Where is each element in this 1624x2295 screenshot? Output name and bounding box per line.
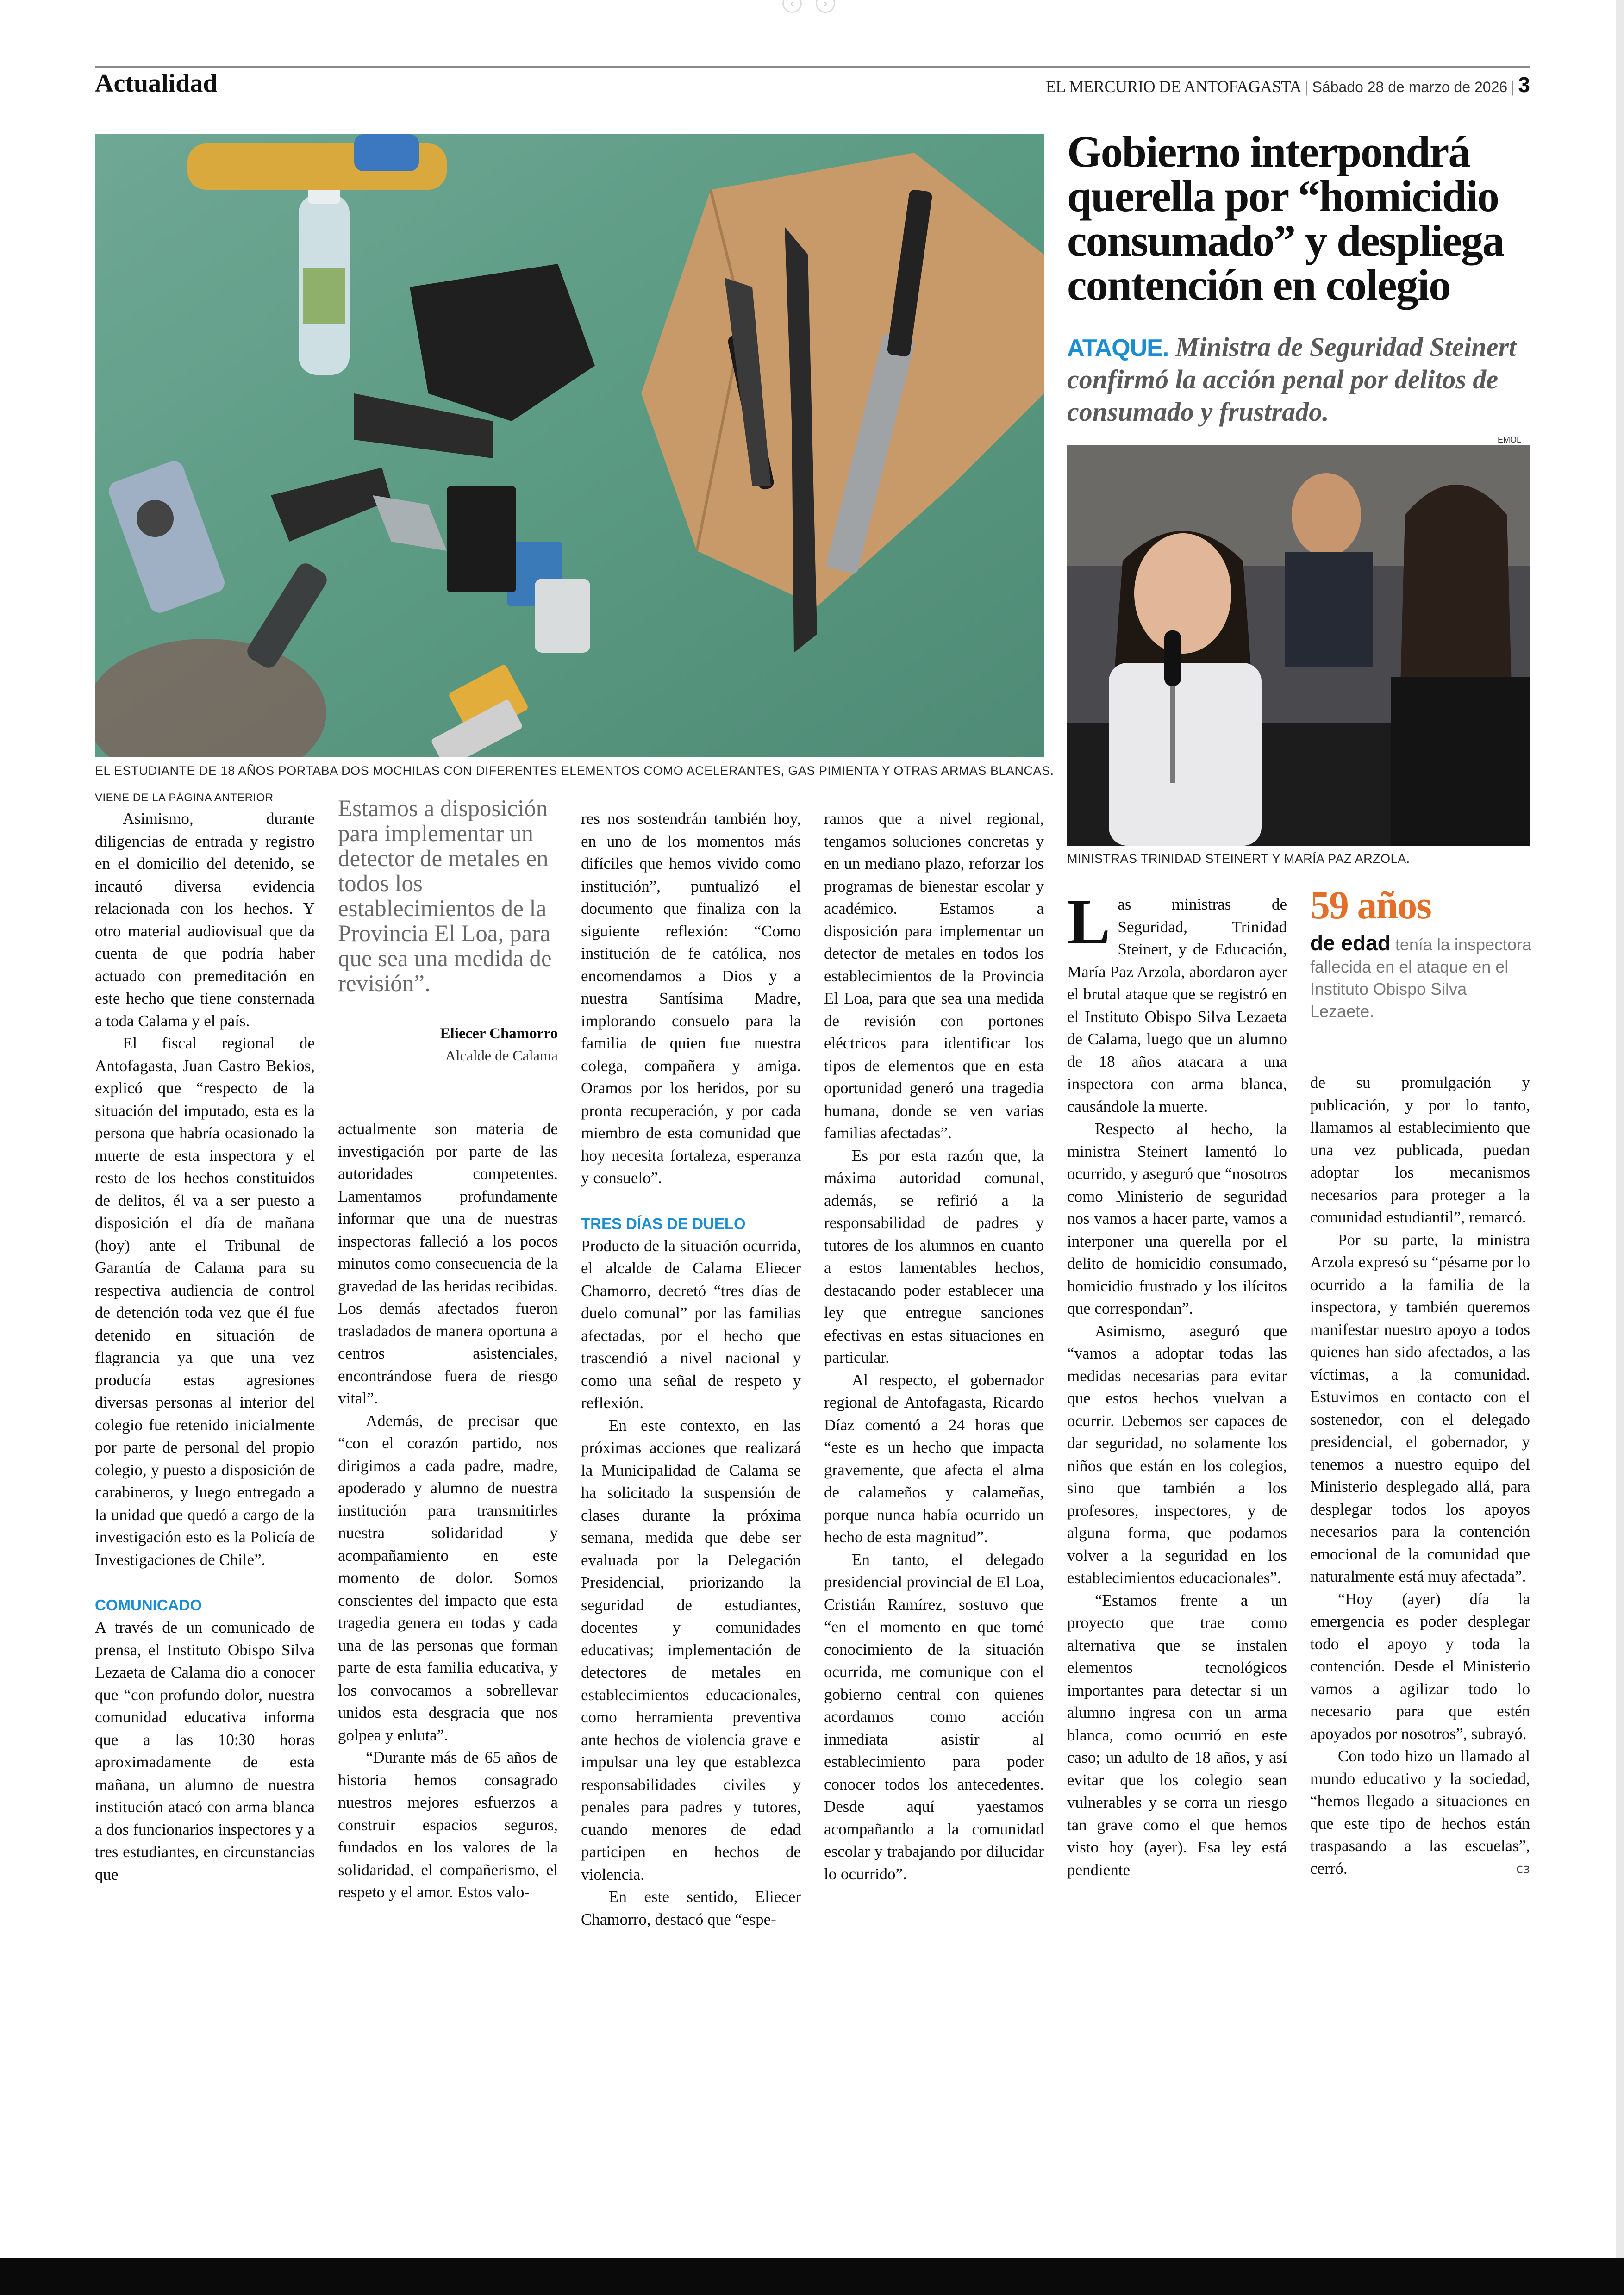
lead-text: as ministras de Seguridad, Trinidad Steinert, y de Educación, María Paz Arzola, abordaron ayer el brutal ataque que se registró en el Instituto Obispo Silva Lezaeta de Calama, luego que un alumno de 18 años atacara a una inspectora con arma blanca, causándole la muerte.: [1067, 895, 1287, 1116]
viewer-scrollbar[interactable]: [1616, 0, 1624, 2295]
article-column-1: [95, 808, 315, 1886]
paragraph: Es por esta razón que, la máxima autoridad comunal, además, se refirió a la responsabilidad de padres y tutores de los alumnos en cuanto a estos lamentables hechos, destacando poder establecer una ley que entregue sanciones efectivas en estas situaciones en particular.: [824, 1146, 1044, 1366]
paragraph: ramos que a nivel regional, tengamos soluciones concretas y en un mediano plazo, reforzar los programas de bienestar escolar y académico. Estamos a disposición para implementar un detector de metales en todos los establecimientos de la Provincia El Loa, para que sea una medida de revisión con portones eléctricos para identificar los tipos de elementos que en esta oportunidad generó una tragedia humana, donde se ven varias familias afectadas”.: [824, 810, 1044, 1142]
kicker-tag: ATAQUE.: [1067, 335, 1169, 362]
ministers-photo: [1067, 445, 1530, 846]
page-number: 3: [1518, 73, 1530, 97]
viewer-bottom-bar: [0, 2258, 1624, 2295]
subhead-comunicado: COMUNICADO: [95, 1597, 202, 1614]
publication-name: EL MERCURIO DE ANTOFAGASTA: [1045, 77, 1302, 96]
closing-text: Con todo hizo un llamado al mundo educativo y la sociedad, “hemos llegado a situaciones en que este tipo de hechos están traspasando a las escuelas”, cerró.: [1310, 1747, 1530, 1877]
article-column-6: [1310, 1072, 1530, 1880]
lead-paragraph: [1067, 886, 1287, 1118]
pull-quote-role: Alcalde de Calama: [445, 1047, 558, 1064]
article-column-4: [824, 808, 1044, 1885]
paragraph: Asimismo, aseguró que “vamos a adoptar todas las medidas necesarias para evitar que estos hechos vuelvan a ocurrir. Debemos ser capaces de dar seguridad, no solamente los niños que están en los colegios, sino que también a los profesores, inspectores, y de alguna forma, que podamos volver a la seguridad en los establecimientos educacionales”.: [1067, 1322, 1287, 1587]
drop-cap: L: [1067, 886, 1111, 958]
next-page-icon[interactable]: ›: [816, 0, 835, 13]
paragraph: “Hoy (ayer) día la emergencia es poder desplegar todo el apoyo y toda la contención. Desde el Ministerio vamos a agilizar todo lo necesario para que estén apoyados por nosotros”, subrayó.: [1310, 1590, 1530, 1743]
article-column-2: [338, 1118, 558, 1904]
factoid-text: [1310, 930, 1532, 1023]
article-column-3: [581, 808, 801, 1931]
end-mark: cɜ: [1516, 1860, 1530, 1876]
paragraph: actualmente son materia de investigación por parte de las autoridades competentes. Lamentamos profundamente informar que una de nuestras inspectoras falleció a los pocos minutos como consecuencia de la gravedad de las heridas recibidas. Los demás afectados fueron trasladados de manera oportuna a centros asistenciales, encontrándose fuera de riesgo vital”.: [338, 1120, 558, 1407]
paragraph: Producto de la situación ocurrida, el alcalde de Calama Eliecer Chamorro, decretó “tres días de duelo comunal” por las familias afectadas, por el hecho que trascendió a nivel nacional y como una señal de respeto y reflexión.: [581, 1236, 801, 1412]
paragraph: de su promulgación y publicación, y por lo tanto, llamamos al establecimiento que una vez publicada, puedan adoptar los mecanismos necesarios para proteger a la comunidad estudiantil”, remarcó.: [1310, 1073, 1530, 1226]
subhead-duelo: TRES DÍAS DE DUELO: [581, 1215, 746, 1232]
publication-date: Sábado 28 de marzo de 2026: [1312, 79, 1508, 95]
pull-quote-name: Eliecer Chamorro: [440, 1025, 558, 1042]
paragraph: En este contexto, en las próximas acciones que realizará la Municipalidad de Calama se ha solicitado la suspensión de clases durante la próxima semana, medida que debe ser evaluada por la Delegación Presidencial, priorizando la seguridad de estudiantes, docentes y comunidades educativas; implementación de detectores de metales en establecimientos educacionales, como herramienta preventiva ante hechos de violencia grave e impulsar una ley que establezca responsabilidades civiles y penales para padres y tutores, cuando menores de edad participen en hechos de violencia.: [581, 1416, 801, 1883]
paragraph: En tanto, el delegado presidencial provincial de El Loa, Cristián Ramírez, sostuvo que “en el momento en que tomé conocimiento de la situación ocurrida, me comunique con el gobierno central con quienes acordamos como acción inmediata asistir al establecimiento para poder conocer todos los antecedentes. Desde aquí yaestamos acompañando a la comunidad escolar y trabajando por dilucidar lo ocurrido”.: [824, 1550, 1044, 1883]
paragraph: “Durante más de 65 años de historia hemos consagrado nuestros mejores esfuerzos a construir espacios seguros, fundados en los valores de la solidaridad, el compañerismo, el respeto y el amor. Estos valo-: [338, 1748, 558, 1901]
factoid-number: 59 años: [1310, 883, 1431, 927]
paragraph: “Estamos frente a un proyecto que trae como alternativa que se instalen elementos tecnológicos importantes para detectar si un alumno ingresa con un arma blanca, como ocurrió en este caso; un adulto de 18 años, y así evitar que los colegio sean vulnerables y se corra un riesgo tan grave como el que hemos visto hoy (ayer). Esa ley está pendiente: [1067, 1591, 1287, 1879]
paragraph: Al respecto, el gobernador regional de Antofagasta, Ricardo Díaz comentó a 24 horas que “este es un hecho que impacta gravemente, que afecta el alma de calameños y calameñas, porque nunca había ocurrido un hecho de esta magnitud”.: [824, 1371, 1044, 1546]
photo-caption: EL ESTUDIANTE DE 18 AÑOS PORTABA DOS MOCHILAS CON DIFERENTES ELEMENTOS COMO ACELERANTES, GAS PIMIENTA Y OTRAS ARMAS BLANCAS.: [95, 764, 1054, 778]
paragraph: Respecto al hecho, la ministra Steinert lamentó lo ocurrido, y aseguró que “nosotros como Ministerio de seguridad nos vamos a hacer parte, vamos a interponer una querella por el delito de homicidio consumado, homicidio frustrado y los ilícitos que correspondan”.: [1067, 1120, 1287, 1317]
paragraph: Por su parte, la ministra Arzola expresó su “pésame por lo ocurrido a la familia de la inspectora, y también queremos manifestar nuestro apoyo a todos quienes han sido afectados, a las víctimas, a la comunidad. Estuvimos en contacto con el sostenedor, con el delegado presidencial, el gobernador, y tenemos a nuestro equipo del Ministerio desplegado allá, para desplegar todos los apoyos necesarios para la contención emocional de la comunidad que naturalmente está muy afectada”.: [1310, 1230, 1530, 1585]
article-headline: Gobierno interpondrá querella por “homicidio consumado” y despliega contención en colegio: [1067, 127, 1504, 310]
evidence-photo: [95, 134, 1044, 757]
paragraph: res nos sostendrán también hoy, en uno de los momentos más difíciles que hemos vivido como institución”, puntualizó el documento que finaliza con la siguiente reflexión: “Como institución de fe católica, nos encomendamos a Dios y a nuestra Santísima Madre, implorando consuelo para la familia de quien fue nuestra colega, compañera y amiga. Oramos por los heridos, por su pronta recuperación, y por cada miembro de esta comunidad que hoy necesita fortaleza, esperanza y consuelo”.: [581, 810, 801, 1187]
ministers-photo-caption: MINISTRAS TRINIDAD STEINERT Y MARÍA PAZ ARZOLA.: [1067, 852, 1410, 866]
paragraph: [1310, 1745, 1530, 1880]
kicker-text: Ministra de Seguridad Steinert confirmó la acción penal por delitos de consumado y frustrado.: [1067, 332, 1517, 427]
section-label: Actualidad: [95, 69, 218, 98]
article-kicker: [1067, 331, 1535, 428]
photo-credit: EMOL: [1498, 435, 1522, 444]
factoid-body: tenía la inspectora fallecida en el ataque en el Instituto Obispo Silva Lezaete.: [1310, 935, 1532, 1021]
viewer-nav: [782, 0, 843, 14]
paragraph: Además, de precisar que “con el corazón partido, nos dirigimos a cada padre, madre, apoderado y alumno de nuestra institución para transmitirles nuestra solidaridad y acompañamiento en este momento de dolor. Somos conscientes del impacto que esta tragedia genera en todas y cada una de las personas que forman parte de esta familia educativa, y los convocamos a sobrellevar unidos esta desgracia que nos golpea y enluta”.: [338, 1411, 558, 1744]
continuation-label: VIENE DE LA PÁGINA ANTERIOR: [95, 792, 274, 804]
paragraph: En este sentido, Eliecer Chamorro, destacó que “espe-: [581, 1888, 801, 1928]
header-rule: [95, 66, 1530, 68]
pull-quote: Estamos a disposición para implementar un detector de metales en todos los establecimientos de la Provincia El Loa, para que sea una medida de revisión”.: [338, 796, 552, 997]
paragraph: A través de un comunicado de prensa, el Instituto Obispo Silva Lezaeta de Calama dio a conocer que “con profundo dolor, nuestra comunidad educativa informa que a las 10:30 horas aproximadamente de esta mañana, un alumno de nuestra institución atacó con arma blanca a dos funcionarios inspectores y a tres estudiantes, en circunstancias que: [95, 1618, 315, 1883]
masthead: EL MERCURIO DE ANTOFAGASTA | Sábado 28 de marzo de 2026 | 3: [1045, 73, 1530, 97]
factoid-strong: de edad: [1310, 931, 1391, 955]
article-column-5: [1067, 886, 1287, 1881]
paragraph: Asimismo, durante diligencias de entrada y registro en el domicilio del detenido, se incautó diversa evidencia relacionada con los hechos. Y otro material audiovisual que da cuenta de que podría haber actuado con premeditación en este hecho que tiene consternada a toda Calama y el país.: [95, 810, 315, 1030]
prev-page-icon[interactable]: ‹: [782, 0, 802, 13]
paragraph: El fiscal regional de Antofagasta, Juan Castro Bekios, explicó que “respecto de la situación del imputado, esta es la persona que habría ocasionado la muerte de esta inspectora y el resto de los hechos constituidos de delitos, él va a ser puesto a disposición el día de mañana (hoy) ante el Tribunal de Garantía de Calama para su respectiva audiencia de control de detención toda vez que él fue detenido en situación de flagrancia ya que una vez producía estas agresiones diversas personas al interior del colegio fue retenido inicialmente por parte de personal del propio colegio, y puesto a disposición de carabineros, y luego entregado a la unidad que quedó a cargo de la investigación esto es la Policía de Investigaciones de Chile”.: [95, 1034, 315, 1569]
